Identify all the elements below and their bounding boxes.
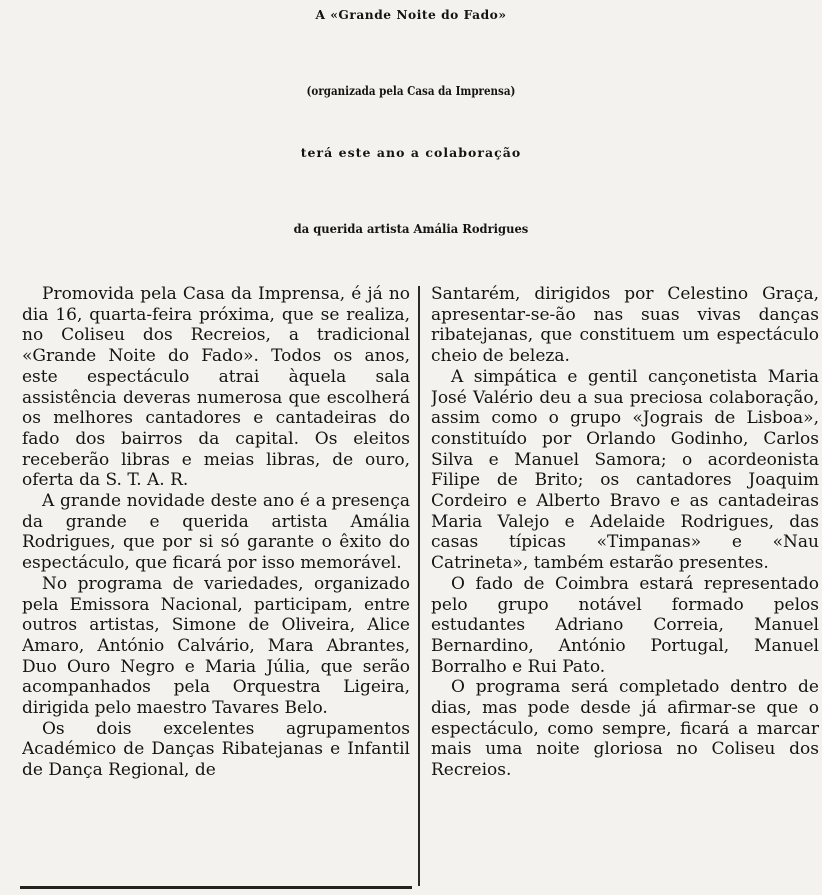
article-paragraph: Promovida pela Casa da Imprensa, é já no dia 16, quarta-feira próxima, que se realiza, no Coliseu dos Recreios, a tradicional «Grande Noite do Fado». Todos os anos, este espectáculo atrai àquela sala assistência deveras numerosa que escolherá os melhores cantadores e cantadeiras do fado dos bairros da capital. Os eleitos receberão libras e meias libras, de ouro, oferta da S. T. A. R. xyxy=(22,284,410,491)
article-paragraph: O fado de Coimbra estará representado pelo grupo notável formado pelos estudantes Adriano Correia, Manuel Bernardino, António Portugal, Manuel Borralho e Rui Pato. xyxy=(431,573,819,677)
bottom-rule xyxy=(20,886,412,889)
headline-line-4: da querida artista Amália Rodrigues xyxy=(293,222,529,236)
article-paragraph: A grande novidade deste ano é a presença da grande e querida artista Amália Rodrigues, que por si só garante o êxito do espectáculo, que ficará por isso memorável. xyxy=(22,491,410,574)
article-paragraph: Os dois excelentes agrupamentos Académico de Danças Ribatejanas e Infantil de Dança Regional, de xyxy=(22,718,410,781)
article-paragraph-continued: Santarém, dirigidos por Celestino Graça, apresentar-se-ão nas suas vivas danças ribatejanas, que constituem um espectáculo cheio de beleza. xyxy=(431,284,819,367)
column-divider xyxy=(418,286,420,886)
headline-main: A «Grande Noite do Fado» xyxy=(315,8,507,22)
article-paragraph: O programa será completado dentro de dias, mas pode desde já afirmar-se que o espectáculo, como sempre, ficará a marcar mais uma noite gloriosa no Coliseu dos Recreios. xyxy=(431,677,819,781)
headline-line-3: terá este ano a colaboração xyxy=(300,146,522,160)
headline-subtitle: (organizada pela Casa da Imprensa) xyxy=(306,84,516,98)
article-paragraph: No programa de variedades, organizado pela Emissora Nacional, participam, entre outros artistas, Simone de Oliveira, Alice Amaro, António Calvário, Mara Abrantes, Duo Ouro Negro e Maria Júlia, que serão acompanhados pela Orquestra Ligeira, dirigida pelo maestro Tavares Belo. xyxy=(22,573,410,719)
article-right-column xyxy=(431,284,819,884)
article-left-column xyxy=(22,284,410,884)
article-paragraph: A simpática e gentil cançonetista Maria José Valério deu a sua preciosa colaboração, assim como o grupo «Jograis de Lisboa», constituído por Orlando Godinho, Carlos Silva e Manuel Samora; o acordeonista Filipe de Brito; os cantadores Joaquim Cordeiro e Alberto Bravo e as cantadeiras Maria Valejo e Adelaide Rodrigues, das casas típicas «Timpanas» e «Nau Catrineta», também estarão presentes. xyxy=(431,366,819,574)
